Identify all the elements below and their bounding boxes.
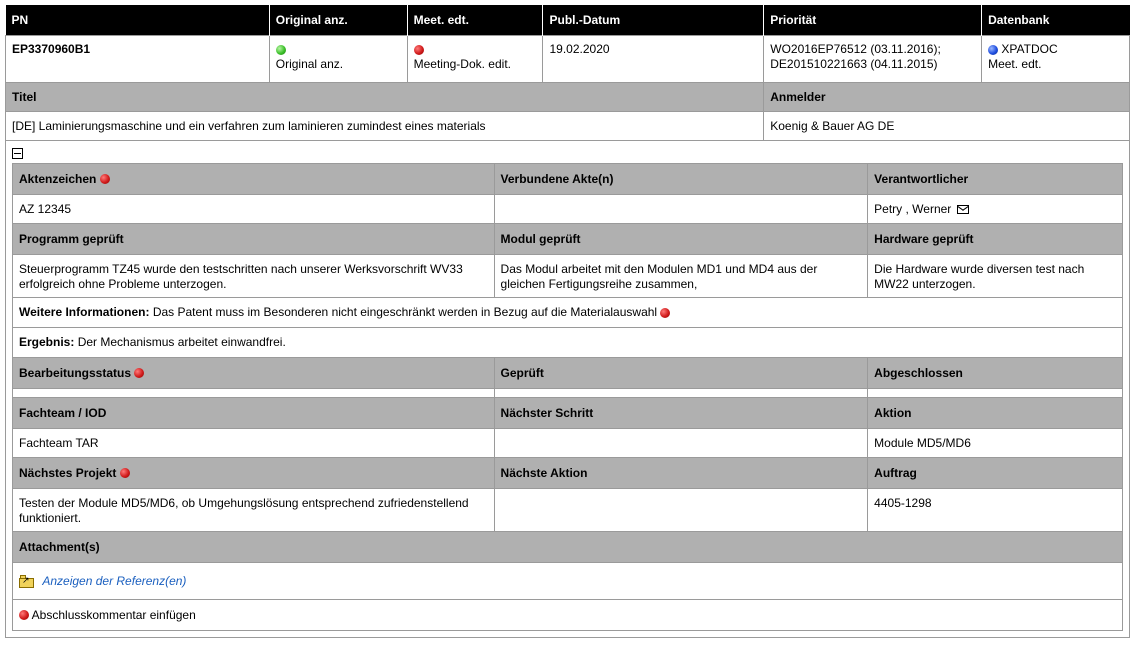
bearbeitung-value: [13, 389, 495, 398]
anmelder-value: Koenig & Bauer AG DE: [764, 112, 1130, 141]
weitere-value: Das Patent muss im Besonderen nicht eingeschränkt werden in Bezug auf die Materialauswahl: [152, 305, 658, 319]
abschluss-label[interactable]: Abschlusskommentar einfügen: [31, 607, 196, 622]
projekt-value-row: [13, 489, 1123, 532]
aktenzeichen-value-row: [13, 195, 1123, 224]
fachteam-label: Fachteam / IOD: [13, 398, 495, 429]
aktenzeichen-value: AZ 12345: [13, 195, 495, 224]
attachment-label: Attachment(s): [13, 532, 1123, 563]
cell-pn: [6, 36, 270, 83]
hardware-value: Die Hardware wurde diversen test nach MW22 unterzogen.: [868, 255, 1123, 298]
naechster-schritt-value: [494, 429, 868, 458]
ergebnis-row: [13, 328, 1123, 358]
verantwortlicher-label: Verantwortlicher: [868, 164, 1123, 195]
pruefung-value-row: [13, 255, 1123, 298]
pruefung-header-row: [13, 224, 1123, 255]
ergebnis-value: Der Mechanismus arbeitet einwandfrei.: [77, 335, 286, 349]
cell-publ-datum: [543, 36, 764, 83]
cell-prioritaet: [764, 36, 982, 83]
header-prioritaet[interactable]: Priorität: [764, 5, 982, 36]
weitere-label: Weitere Informationen:: [19, 305, 150, 319]
naechste-aktion-label: Nächste Aktion: [494, 458, 868, 489]
naechstes-projekt-label: Nächstes Projekt: [19, 465, 117, 480]
priority-line-1: WO2016EP76512 (03.11.2016);: [770, 42, 941, 56]
header-publ-datum[interactable]: Publ.-Datum: [543, 5, 764, 36]
titel-label: Titel: [6, 83, 764, 112]
abschluss-cell[interactable]: [13, 600, 1123, 631]
mail-icon[interactable]: [957, 205, 969, 214]
naechster-schritt-label: Nächster Schritt: [494, 398, 868, 429]
aktenzeichen-label-cell: [13, 164, 495, 195]
weitere-row: [13, 298, 1123, 328]
aktenzeichen-header-row: [13, 164, 1123, 195]
cell-original[interactable]: [269, 36, 407, 83]
publ-date: 19.02.2020: [549, 42, 610, 56]
ergebnis-label: Ergebnis:: [19, 335, 75, 349]
abgeschlossen-label: Abgeschlossen: [868, 358, 1123, 389]
fachteam-value-row: [13, 429, 1123, 458]
cell-meeting[interactable]: [407, 36, 543, 83]
aktion-value: Module MD5/MD6: [868, 429, 1123, 458]
naechste-aktion-value: [494, 489, 868, 532]
fachteam-header-row: [13, 398, 1123, 429]
title-header-row: [6, 83, 1130, 112]
header-pn[interactable]: PN: [6, 5, 270, 36]
naechstes-projekt-value: Testen der Module MD5/MD6, ob Umgehungslösung entsprechend zufriedenstellend funktioniert.: [13, 489, 495, 532]
programm-label: Programm geprüft: [13, 224, 495, 255]
red-status-dot-icon[interactable]: [19, 610, 29, 620]
database-name: XPATDOC: [1001, 42, 1058, 56]
aktenzeichen-label: Aktenzeichen: [19, 171, 97, 186]
header-datenbank[interactable]: Datenbank: [982, 5, 1130, 36]
titel-value: [DE] Laminierungsmaschine und ein verfahren zum laminieren zumindest eines materials: [6, 112, 764, 141]
database-sub: Meet. edt.: [988, 57, 1042, 71]
auftrag-value: 4405-1298: [868, 489, 1123, 532]
verbundene-value: [494, 195, 868, 224]
header-original[interactable]: Original anz.: [269, 5, 407, 36]
aktion-label: Aktion: [868, 398, 1123, 429]
blue-status-dot-icon: [988, 45, 998, 55]
collapse-icon[interactable]: [12, 148, 23, 159]
red-status-dot-icon[interactable]: [414, 45, 424, 55]
title-value-row: [6, 112, 1130, 141]
auftrag-label: Auftrag: [868, 458, 1123, 489]
attachment-row: [13, 563, 1123, 600]
programm-value: Steuerprogramm TZ45 wurde den testschritten nach unserer Werksvorschrift WV33 erfolgreich ohne Probleme unterzogen.: [13, 255, 495, 298]
referenz-link[interactable]: Anzeigen der Referenz(en): [42, 573, 187, 588]
weitere-cell: [13, 298, 1123, 328]
verantwortlicher-cell: [868, 195, 1123, 224]
attachment-cell: [13, 563, 1123, 600]
status-header-row: [13, 358, 1123, 389]
naechstes-projekt-label-cell: [13, 458, 495, 489]
details-panel: [5, 141, 1130, 638]
bearbeitung-label: Bearbeitungsstatus: [19, 365, 132, 380]
geprueft-value: [494, 389, 868, 398]
meeting-label[interactable]: Meeting-Dok. edit.: [413, 57, 511, 71]
red-status-dot-icon[interactable]: [100, 174, 110, 184]
modul-value: Das Modul arbeitet mit den Modulen MD1 und MD4 aus der gleichen Fertigungsreihe zusammen,: [494, 255, 868, 298]
red-status-dot-icon[interactable]: [660, 308, 670, 318]
modul-label: Modul geprüft: [494, 224, 868, 255]
red-status-dot-icon[interactable]: [134, 368, 144, 378]
fachteam-value: Fachteam TAR: [13, 429, 495, 458]
bearbeitung-label-cell: [13, 358, 495, 389]
anmelder-label: Anmelder: [764, 83, 1130, 112]
verantwortlicher-value: Petry , Werner: [874, 201, 952, 216]
status-value-row: [13, 389, 1123, 398]
pn-value[interactable]: EP3370960B1: [12, 42, 91, 56]
ergebnis-cell: [13, 328, 1123, 358]
cell-datenbank: [982, 36, 1130, 83]
patent-summary-table: [5, 5, 1130, 141]
original-label[interactable]: Original anz.: [275, 57, 344, 71]
summary-data-row: [6, 36, 1130, 83]
projekt-header-row: [13, 458, 1123, 489]
verbundene-label: Verbundene Akte(n): [494, 164, 868, 195]
green-status-dot-icon[interactable]: [276, 45, 286, 55]
patent-record: [5, 5, 1130, 638]
abschluss-row: [13, 600, 1123, 631]
red-status-dot-icon[interactable]: [120, 468, 130, 478]
hardware-label: Hardware geprüft: [868, 224, 1123, 255]
attachment-header-row: [13, 532, 1123, 563]
priority-line-2: DE201510221663 (04.11.2015): [770, 57, 938, 71]
folder-open-icon[interactable]: ↗: [19, 575, 35, 588]
abgeschlossen-value: [868, 389, 1123, 398]
details-table: [12, 163, 1123, 631]
geprueft-label: Geprüft: [494, 358, 868, 389]
header-meet[interactable]: Meet. edt.: [407, 5, 543, 36]
summary-header-row: [6, 5, 1130, 36]
